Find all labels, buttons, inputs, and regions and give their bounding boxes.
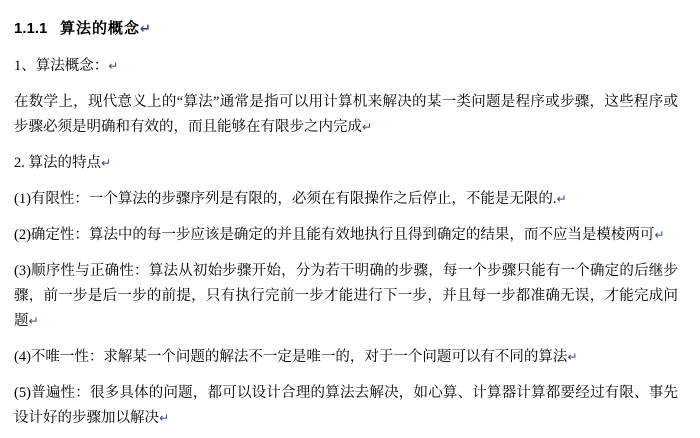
section-number: 1.1.1	[14, 20, 48, 37]
section-title: 算法的概念	[60, 20, 141, 37]
paragraph-mark-icon: ↵	[654, 228, 665, 242]
paragraph-mark-icon: ↵	[28, 314, 39, 328]
paragraph-text: 在数学上，现代意义上的“算法”通常是指可以用计算机来解决的某一类问题是程序或步骤，这些程序或步骤必须是明确和有效的，而且能够在有限步之内完成	[14, 94, 678, 135]
paragraph-mark-icon: ↵	[159, 411, 170, 425]
section-heading	[14, 18, 678, 40]
paragraph-8	[14, 381, 678, 431]
paragraph-mark-icon: ↵	[567, 350, 578, 364]
paragraph-text: (3)顺序性与正确性：算法从初始步骤开始，分为若干明确的步骤，每一个步骤只能有一个确定的后继步骤，前一步是后一步的前提，只有执行完前一步才能进行下一步，并且每一步都准确无误，才能完成问题	[14, 263, 678, 329]
paragraph-text: (5)普遍性：很多具体的问题，都可以设计合理的算法去解决，如心算、计算器计算都要经过有限、事先设计好的步骤加以解决	[14, 385, 678, 426]
paragraph-mark-icon: ↵	[108, 59, 119, 73]
paragraph-2	[14, 90, 678, 140]
paragraph-mark-icon: ↵	[140, 21, 151, 36]
paragraph-3	[14, 151, 678, 176]
paragraph-text: 2. 算法的特点	[14, 155, 101, 171]
paragraph-1	[14, 54, 678, 79]
paragraph-text: (4)不唯一性：求解某一个问题的解法不一定是唯一的，对于一个问题可以有不同的算法	[14, 349, 568, 365]
paragraph-4	[14, 187, 678, 212]
paragraph-mark-icon: ↵	[362, 120, 373, 134]
paragraph-7	[14, 345, 678, 370]
paragraph-text: (1)有限性：一个算法的步骤序列是有限的，必须在有限操作之后停止，不能是无限的.	[14, 191, 557, 207]
paragraph-6	[14, 259, 678, 334]
paragraph-mark-icon: ↵	[101, 156, 112, 170]
paragraph-text: (2)确定性：算法中的每一步应该是确定的并且能有效地执行且得到确定的结果，而不应当是模棱两可	[14, 227, 655, 243]
paragraph-5	[14, 223, 678, 248]
paragraph-mark-icon: ↵	[556, 192, 567, 206]
paragraph-text: 1、算法概念：	[14, 58, 109, 74]
